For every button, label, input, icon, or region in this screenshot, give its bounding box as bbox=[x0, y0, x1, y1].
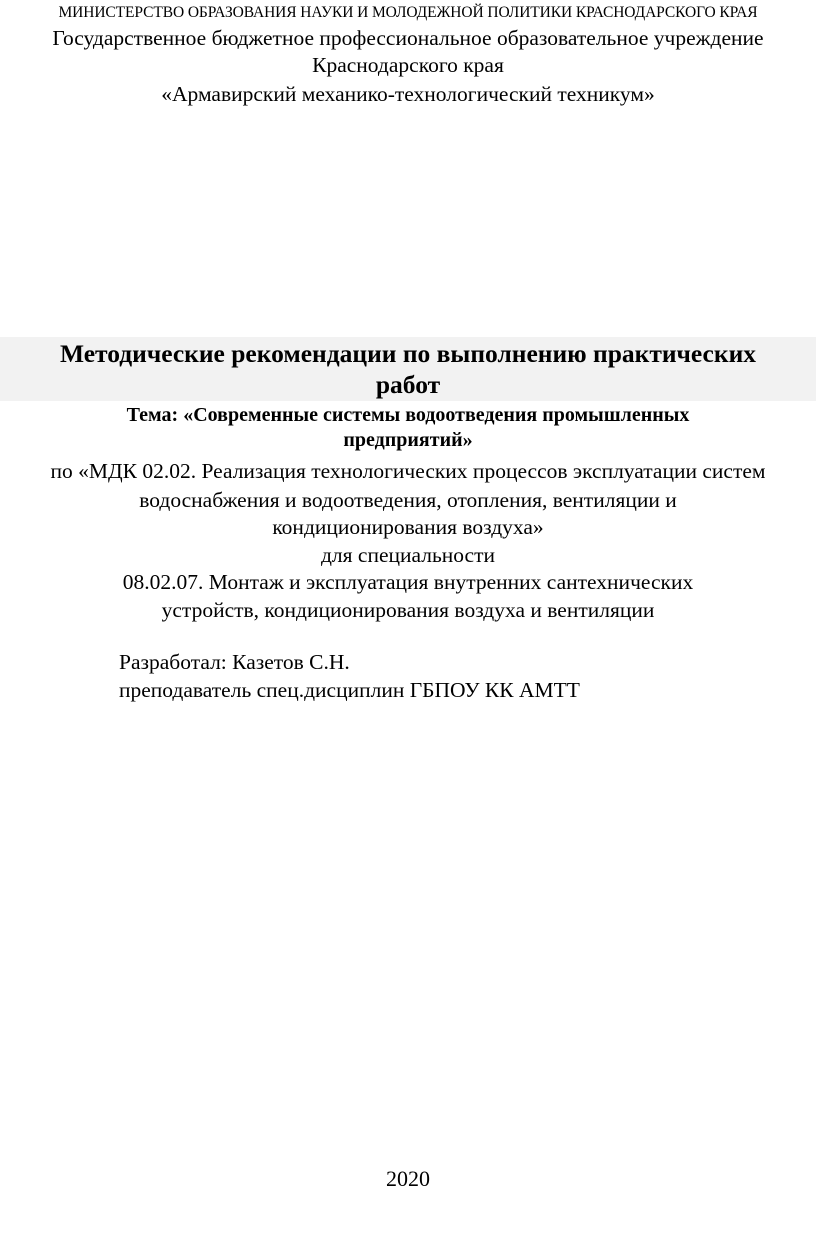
topic-line-1: Тема: «Современные системы водоотведения промышленных bbox=[126, 404, 690, 426]
specialty-line-1: 08.02.07. Монтаж и эксплуатация внутренних сантехнических bbox=[122, 570, 694, 594]
course-line-2: водоснабжения и водоотведения, отопления, вентиляции и bbox=[139, 488, 677, 512]
ministry-header: МИНИСТЕРСТВО ОБРАЗОВАНИЯ НАУКИ И МОЛОДЕЖНОЙ ПОЛИТИКИ КРАСНОДАРСКОГО КРАЯ bbox=[58, 4, 758, 21]
course-line-1: по «МДК 02.02. Реализация технологических процессов эксплуатации систем bbox=[50, 459, 766, 483]
document-title-line-1: Методические рекомендации по выполнению практических bbox=[59, 339, 757, 368]
author-name: Разработал: Казетов С.Н. bbox=[119, 650, 350, 674]
institution-name-line-3: «Армавирский механико-технологический техникум» bbox=[161, 82, 655, 106]
topic-line-2: предприятий» bbox=[343, 429, 473, 451]
specialty-line-2: устройств, кондиционирования воздуха и вентиляции bbox=[161, 598, 655, 622]
specialty-label: для специальности bbox=[320, 543, 496, 567]
institution-name-line-2: Краснодарского края bbox=[312, 53, 504, 77]
document-title-line-2: работ bbox=[375, 370, 441, 399]
author-position: преподаватель спец.дисциплин ГБПОУ КК АМТТ bbox=[119, 678, 580, 702]
document-year: 2020 bbox=[386, 1166, 430, 1191]
institution-name-line-1: Государственное бюджетное профессиональное образовательное учреждение bbox=[52, 26, 764, 50]
course-line-3: кондиционирования воздуха» bbox=[272, 515, 544, 539]
